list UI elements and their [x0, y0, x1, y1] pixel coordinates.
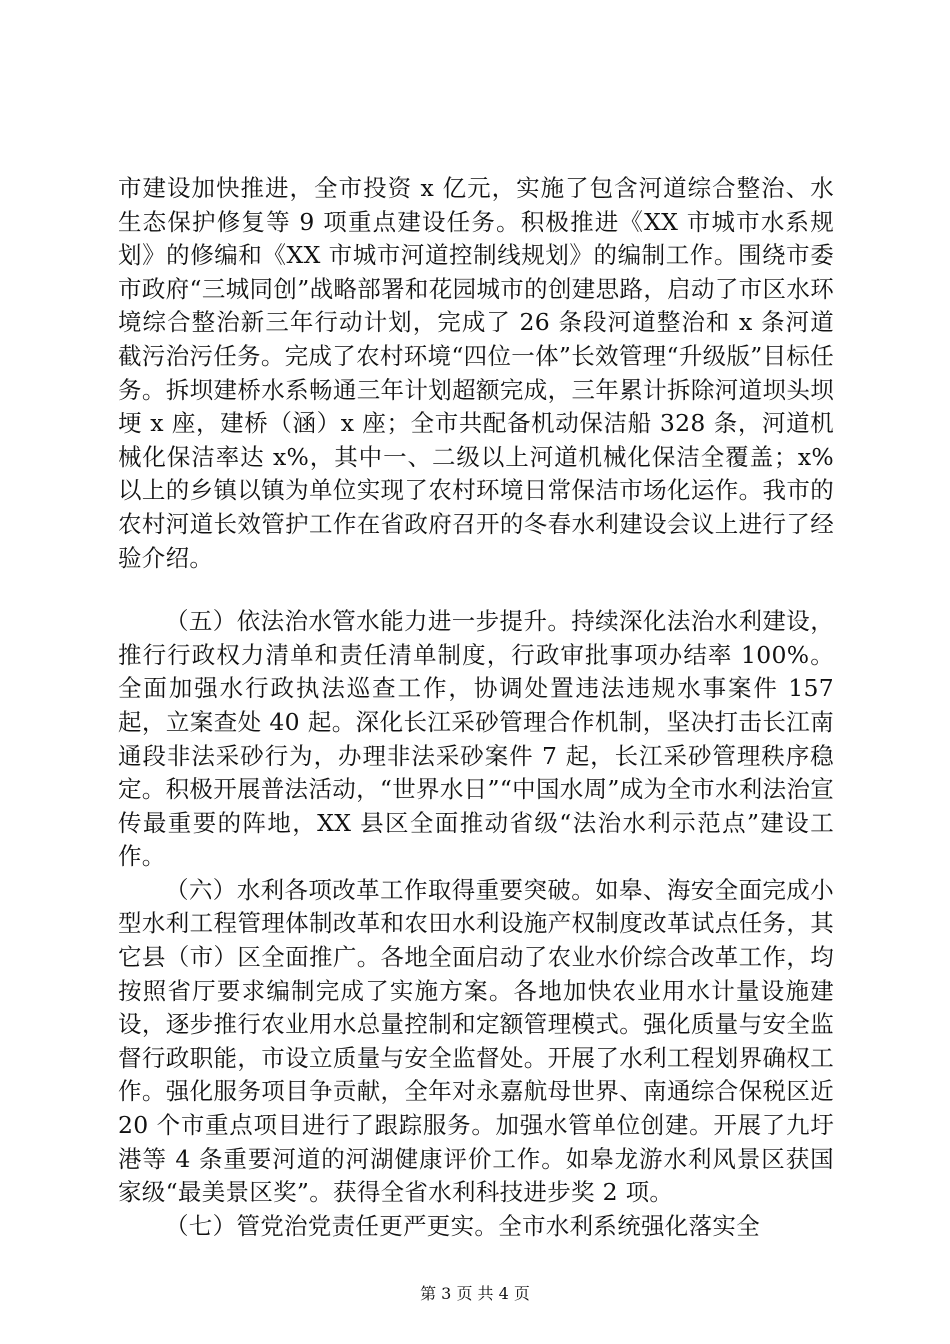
paragraph-section-7: （七）管党治党责任更严更实。全市水利系统强化落实全	[165, 1211, 760, 1240]
page-footer: 第 3 页 共 4 页	[420, 1284, 530, 1303]
paragraph-continuation: 市建设加快推进，全市投资 x 亿元，实施了包含河道综合整治、水生态保护修复等 9 项重点建设任务。积极推进《XX 市城市水系规划》的修编和《XX 市城市河道控制线规划》的编制工作。围绕市委市政府“三城同创”战略部署和花园城市的创建思路，启动了市区水环境综合整治新三年行动计划，完成了 26 条段河道整治和 x 条河道截污治污任务。完成了农村环境“四位一体”长效管理“升级版”目标任务。拆坝建桥水系畅通三年计划超额完成，三年累计拆除河道坝头坝埂 x 座，建桥（涵）x 座；全市共配备机动保洁船 328 条，河道机械化保洁率达 x%，其中一、二级以上河道机械化保洁全覆盖；x%以上的乡镇以镇为单位实现了农村环境日常保洁市场化运作。我市的农村河道长效管护工作在省政府召开的冬春水利建设会议上进行了经验介绍。	[118, 174, 834, 572]
paragraph-section-6: （六）水利各项改革工作取得重要突破。如皋、海安全面完成小型水利工程管理体制改革和农田水利设施产权制度改革试点任务，其它县（市）区全面推广。各地全面启动了农业水价综合改革工作，均按照省厅要求编制完成了实施方案。各地加快农业用水计量设施建设，逐步推行农业用水总量控制和定额管理模式。强化质量与安全监督行政职能，市设立质量与安全监督处。开展了水利工程划界确权工作。强化服务项目争贡献，全年对永嘉航母世界、南通综合保税区近 20 个市重点项目进行了跟踪服务。加强水管单位创建。开展了九圩港等 4 条重要河道的河湖健康评价工作。如皋龙游水利风景区获国家级“最美景区奖”。获得全省水利科技进步奖 2 项。	[118, 875, 834, 1207]
paragraph-section-5: （五）依法治水管水能力进一步提升。持续深化法治水利建设，推行行政权力清单和责任清单制度，行政审批事项办结率 100%。全面加强水行政执法巡查工作，协调处置违法违规水事案件 157 起，立案查处 40 起。深化长江采砂管理合作机制，坚决打击长江南通段非法采砂行为，办理非法采砂案件 7 起，长江采砂管理秩序稳定。积极开展普法活动，“世界水日”“中国水周”成为全市水利法治宣传最重要的阵地，XX 县区全面推动省级“法治水利示范点”建设工作。	[118, 607, 834, 871]
paragraph-gap	[118, 575, 834, 605]
document-body	[118, 172, 834, 1243]
